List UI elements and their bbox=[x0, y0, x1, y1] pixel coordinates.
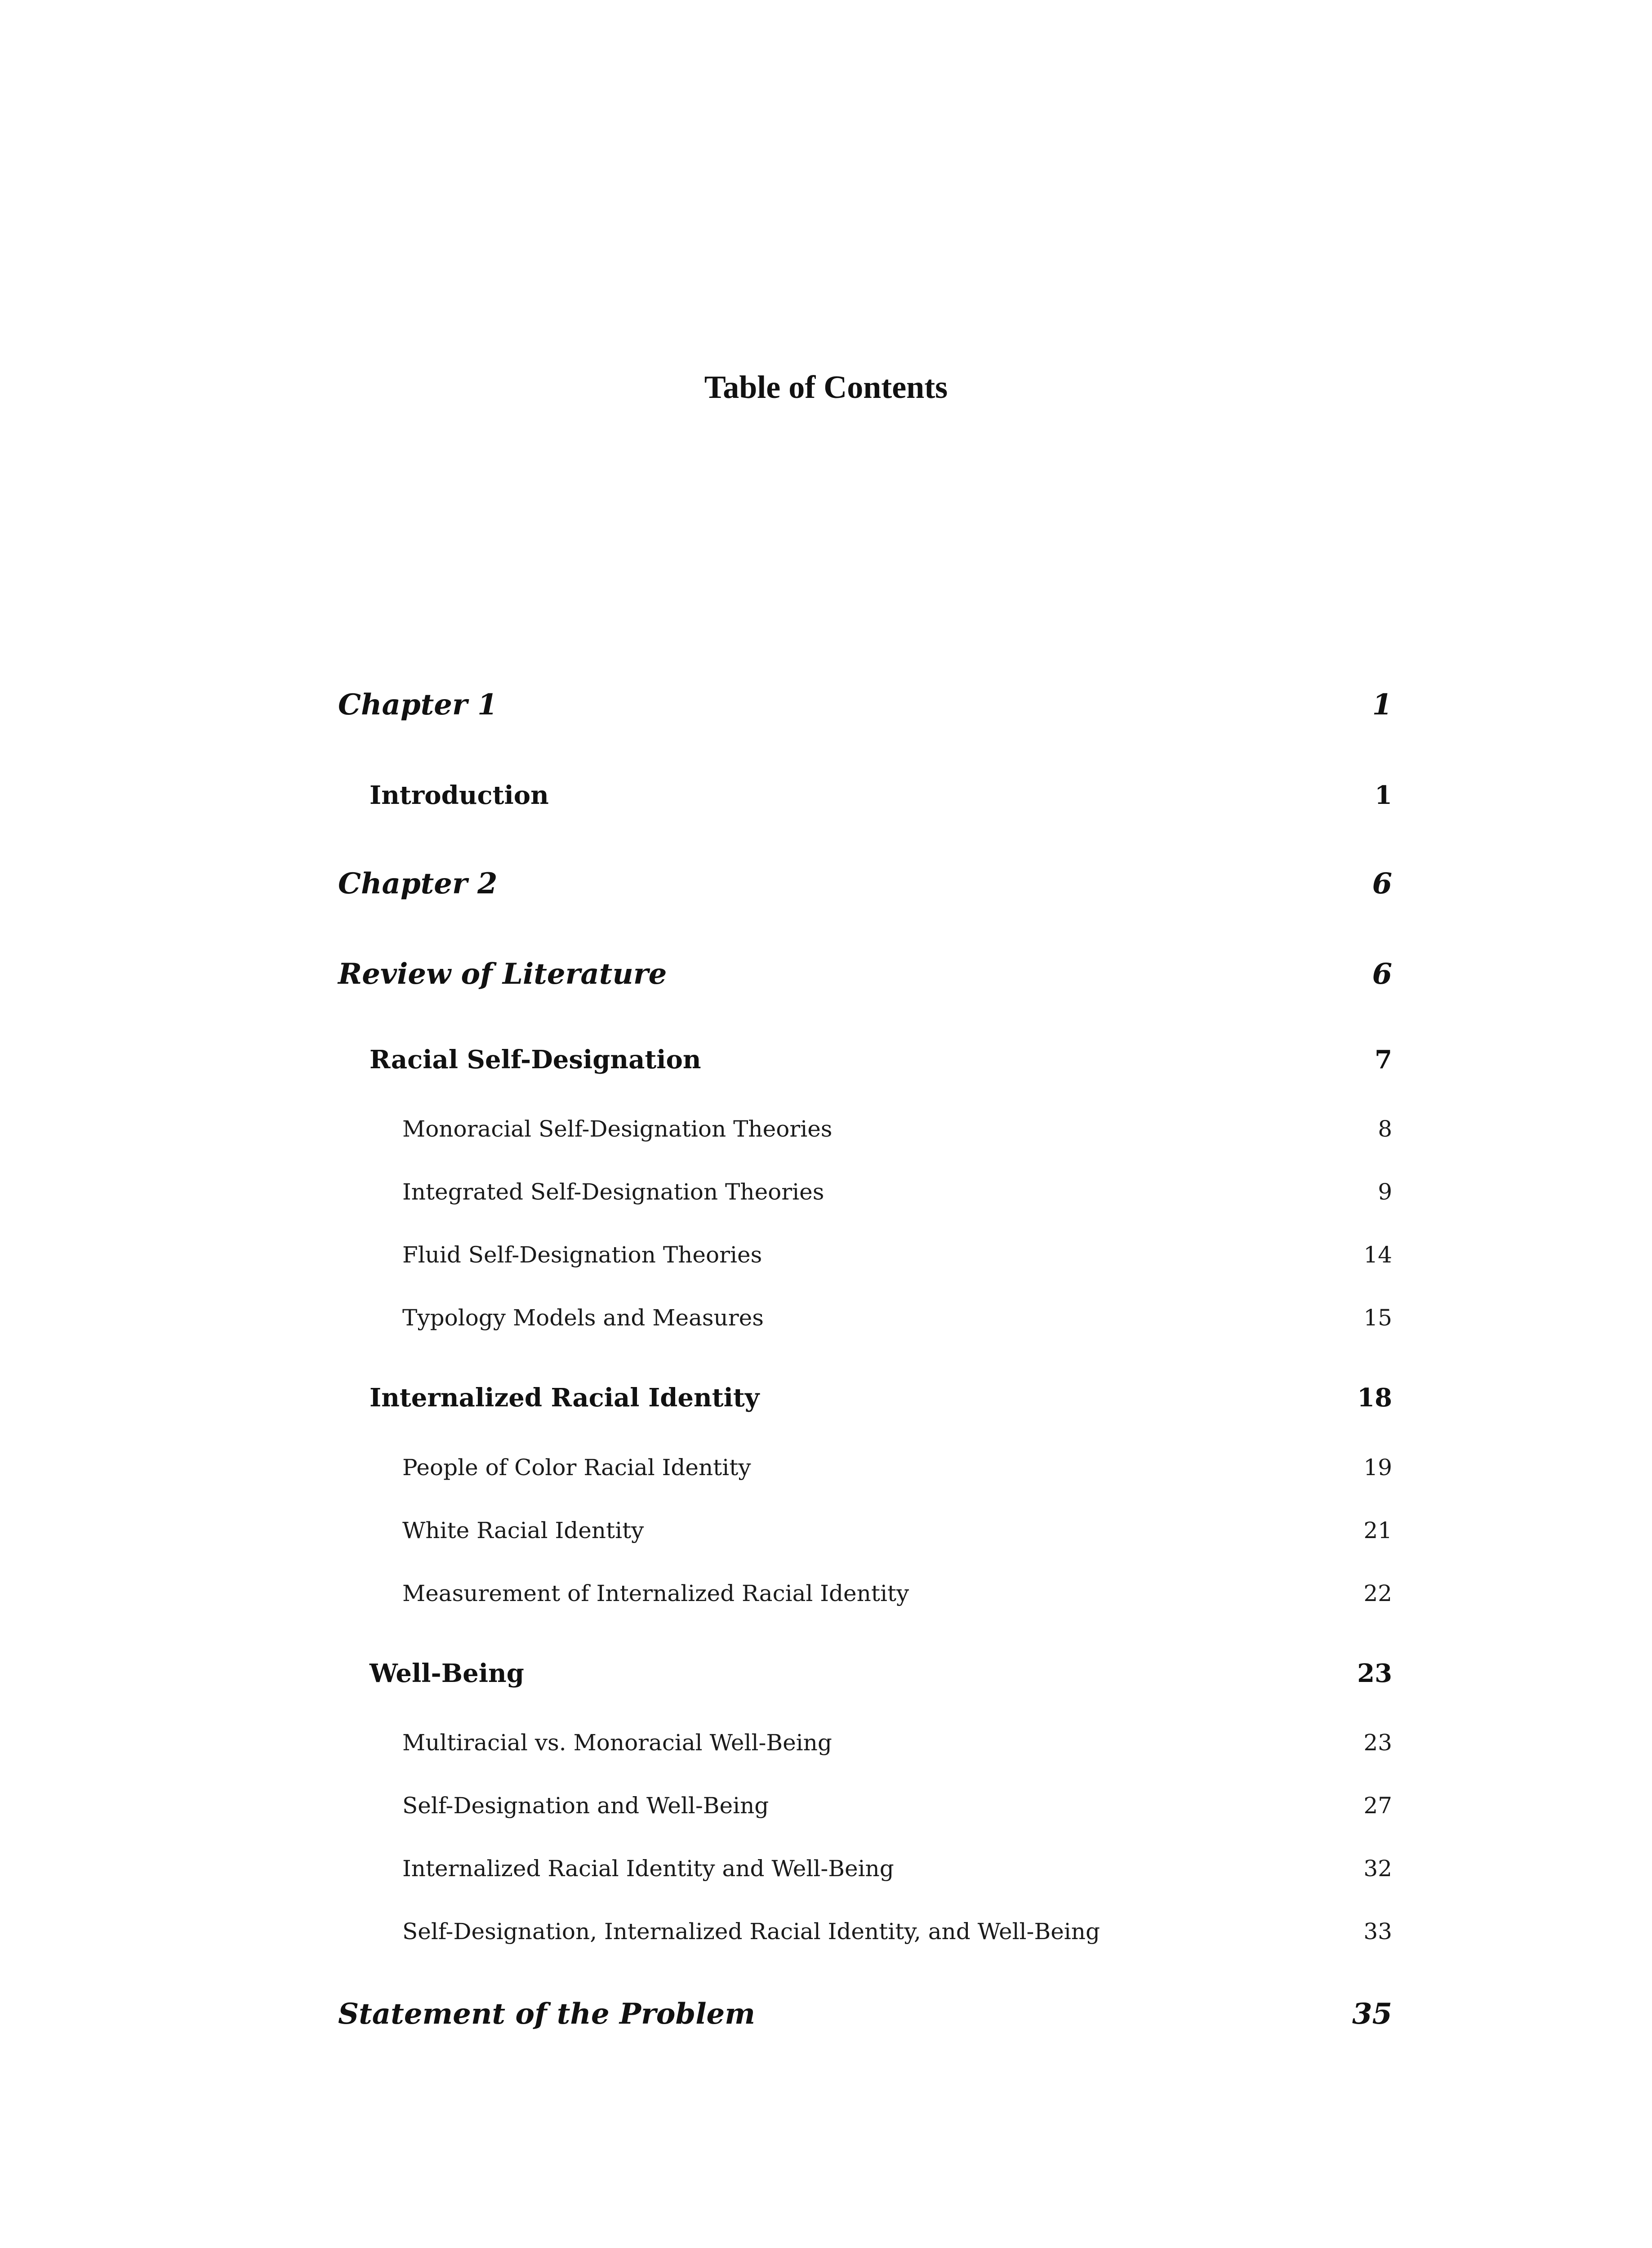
toc-entry-page-number: 1 bbox=[1375, 781, 1392, 810]
toc-entry-label: Monoracial Self-Designation Theories bbox=[402, 1116, 833, 1142]
toc-entry-page-number: 21 bbox=[1363, 1517, 1392, 1543]
toc-entry-page-number: 1 bbox=[1372, 688, 1392, 722]
toc-entry-page-number: 35 bbox=[1352, 1997, 1392, 2031]
toc-entry-page-number: 9 bbox=[1378, 1179, 1392, 1205]
toc-entry-white-racial-identity[interactable] bbox=[402, 1513, 1392, 1542]
toc-entry-label: Self-Designation and Well-Being bbox=[402, 1793, 769, 1819]
toc-entry-label: White Racial Identity bbox=[402, 1517, 644, 1543]
toc-entry-page-number: 19 bbox=[1363, 1454, 1392, 1481]
toc-entry-monoracial-self-designation-theories[interactable] bbox=[402, 1111, 1392, 1140]
toc-entry-statement-of-the-problem[interactable] bbox=[338, 1993, 1392, 2029]
toc-entry-page-number: 6 bbox=[1372, 957, 1392, 991]
toc-entry-label: Typology Models and Measures bbox=[402, 1305, 764, 1331]
toc-entry-review-of-literature[interactable] bbox=[338, 953, 1392, 989]
toc-entry-people-of-color-racial-identity[interactable] bbox=[402, 1450, 1392, 1479]
toc-entry-label: Multiracial vs. Monoracial Well-Being bbox=[402, 1730, 832, 1756]
toc-entry-label: Racial Self-Designation bbox=[370, 1045, 701, 1075]
toc-entry-page-number: 32 bbox=[1363, 1855, 1392, 1882]
toc-entry-self-designation-internalized-racial-identity-and-well-being[interactable] bbox=[402, 1914, 1392, 1943]
toc-entry-page-number: 18 bbox=[1357, 1383, 1392, 1413]
toc-entry-label: Internalized Racial Identity bbox=[370, 1383, 760, 1413]
toc-entry-typology-models-and-measures[interactable] bbox=[402, 1300, 1392, 1329]
toc-entry-page-number: 22 bbox=[1363, 1580, 1392, 1606]
toc-entry-internalized-racial-identity[interactable] bbox=[370, 1378, 1392, 1413]
toc-entry-measurement-of-internalized-racial-identity[interactable] bbox=[402, 1576, 1392, 1605]
toc-entry-label: Chapter 1 bbox=[338, 688, 498, 722]
toc-entry-page-number: 7 bbox=[1375, 1045, 1392, 1075]
toc-entry-chapter-2[interactable] bbox=[338, 862, 1392, 901]
toc-entry-label: Integrated Self-Designation Theories bbox=[402, 1179, 824, 1205]
toc-entry-label: Review of Literature bbox=[338, 957, 667, 991]
toc-entry-label: Fluid Self-Designation Theories bbox=[402, 1242, 762, 1268]
toc-entry-label: Self-Designation, Internalized Racial Identity, and Well-Being bbox=[402, 1918, 1100, 1945]
toc-entry-page-number: 14 bbox=[1363, 1242, 1392, 1268]
toc-entry-page-number: 33 bbox=[1363, 1918, 1392, 1945]
page-title: Table of Contents bbox=[704, 369, 948, 405]
toc-entry-label: Well-Being bbox=[370, 1659, 524, 1688]
toc-entry-page-number: 23 bbox=[1363, 1730, 1392, 1756]
toc-entry-label: Chapter 2 bbox=[338, 867, 498, 901]
toc-entry-label: People of Color Racial Identity bbox=[402, 1454, 751, 1481]
toc-entry-integrated-self-designation-theories[interactable] bbox=[402, 1174, 1392, 1203]
toc-entry-page-number: 15 bbox=[1363, 1305, 1392, 1331]
toc-entry-multiracial-vs-monoracial-well-being[interactable] bbox=[402, 1725, 1392, 1754]
toc-entry-self-designation-and-well-being[interactable] bbox=[402, 1788, 1392, 1817]
toc-entry-page-number: 8 bbox=[1378, 1116, 1392, 1142]
toc-entry-chapter-1[interactable] bbox=[338, 683, 1392, 722]
toc-entry-label: Internalized Racial Identity and Well-Being bbox=[402, 1855, 894, 1882]
toc-entry-internalized-racial-identity-and-well-being[interactable] bbox=[402, 1851, 1392, 1880]
toc-entry-page-number: 23 bbox=[1357, 1659, 1392, 1688]
toc-entry-label: Measurement of Internalized Racial Identity bbox=[402, 1580, 909, 1606]
toc-entry-well-being[interactable] bbox=[370, 1654, 1392, 1686]
toc-entry-introduction[interactable] bbox=[370, 776, 1392, 808]
toc-entry-label: Introduction bbox=[370, 781, 549, 810]
toc-entry-page-number: 6 bbox=[1372, 867, 1392, 901]
toc-entry-fluid-self-designation-theories[interactable] bbox=[402, 1237, 1392, 1266]
toc-entry-label: Statement of the Problem bbox=[338, 1997, 755, 2031]
toc-entry-racial-self-designation[interactable] bbox=[370, 1040, 1392, 1075]
toc-entry-page-number: 27 bbox=[1363, 1793, 1392, 1819]
